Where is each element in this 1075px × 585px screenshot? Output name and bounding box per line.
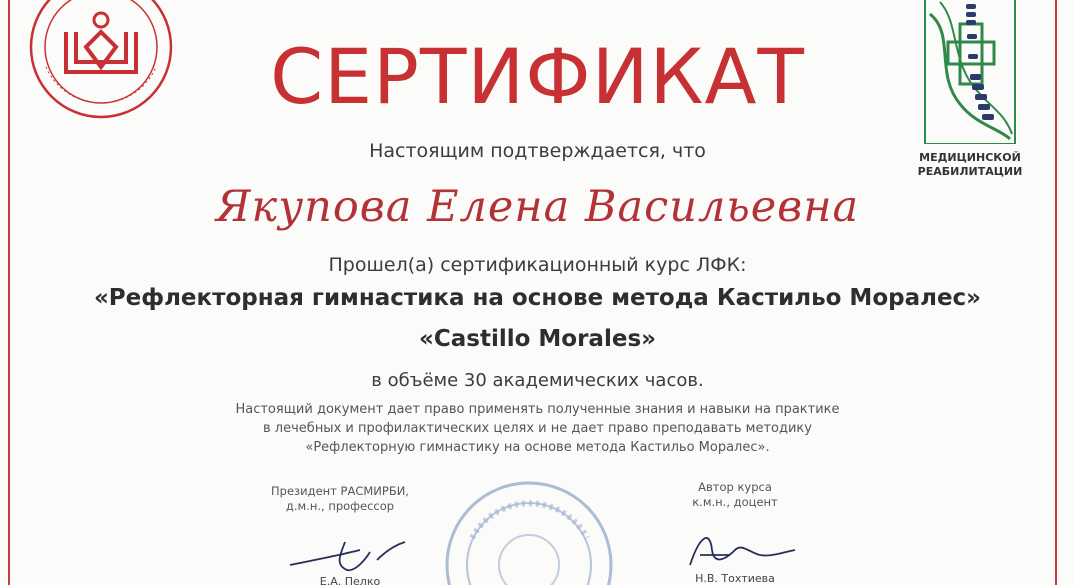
right-signatory-role-line2: к.м.н., доцент <box>692 495 778 509</box>
course-name: «Рефлекторная гимнастика на основе метода Кастильо Моралес» <box>93 285 982 311</box>
course-name-latin: «Castillo Morales» <box>419 326 656 352</box>
course-line: Прошел(а) сертификационный курс ЛФК: <box>328 254 747 276</box>
left-signatory-name: Е.А. Пелко <box>319 575 381 585</box>
right-signatory-role-line1: Автор курса <box>698 480 772 494</box>
left-signature-icon <box>285 530 415 580</box>
rights-line: «Рефлекторную гимнастику на основе метода Кастильо Моралес». <box>305 440 770 455</box>
left-signatory-role-line1: Президент РАСМИРБИ, <box>271 484 409 498</box>
right-logo-caption-line1: МЕДИЦИНСКОЙ <box>919 151 1021 164</box>
rights-line: в лечебных и профилактических целях и не дает право преподавать методику <box>263 421 812 436</box>
left-signatory-role-line2: д.м.н., профессор <box>285 499 395 513</box>
left-signatory-role <box>230 484 450 514</box>
course-volume: в объёме 30 академических часов. <box>371 370 704 391</box>
certificate-intro: Настоящим подтверждается, что <box>369 140 706 162</box>
right-signature-icon <box>680 525 800 575</box>
right-signatory-name: Н.В. Тохтиева <box>695 572 775 585</box>
official-seal-stamp-icon <box>442 478 617 585</box>
certificate-title: СЕРТИФИКАТ <box>270 32 805 121</box>
right-logo-caption-line2: РЕАБИЛИТАЦИИ <box>917 165 1023 178</box>
rights-line: Настоящий документ дает право применять полученные знания и навыки на практике <box>235 402 840 417</box>
rights-statement <box>0 400 1075 457</box>
right-signatory-role <box>650 480 820 510</box>
recipient-name: Якупова Елена Васильевна <box>215 182 860 232</box>
